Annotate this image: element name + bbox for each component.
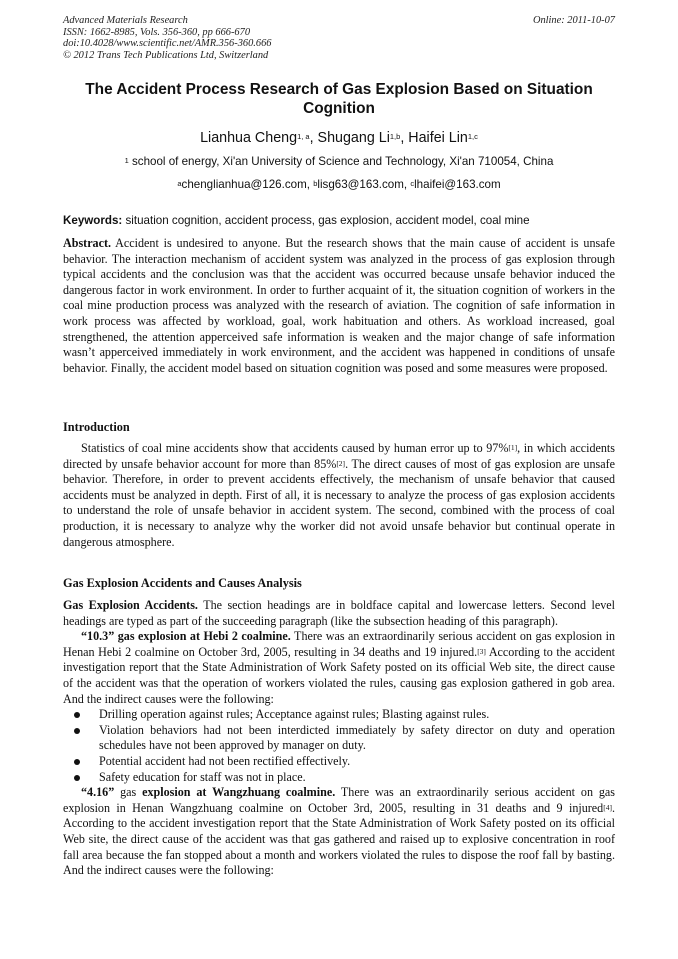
- author-sup: 1,c: [467, 132, 478, 141]
- list-item: [63, 723, 615, 754]
- email-sup: b: [313, 179, 318, 188]
- intro-text: Statistics of coal mine accidents show that accidents caused by human error up to 97%: [81, 441, 509, 455]
- bullet-icon: [74, 712, 80, 718]
- author-sup: 1, a: [297, 132, 310, 141]
- journal-name: Advanced Materials Research: [63, 15, 188, 26]
- list-item-text: Safety education for staff was not in place.: [99, 769, 306, 784]
- keywords-text: situation cognition, accident process, gas explosion, accident model, coal mine: [122, 214, 530, 227]
- introduction-heading: Introduction: [63, 420, 130, 434]
- list-item: [63, 754, 615, 770]
- list-item: [63, 707, 615, 723]
- affiliation-text: school of energy, Xi'an University of Science and Technology, Xi'an 710054, China: [128, 155, 554, 168]
- copyright-line: © 2012 Trans Tech Publications Ltd, Switzerland: [63, 49, 269, 61]
- list-item-text: Violation behaviors had not been interdicted immediately by safety director on duty and operation schedules have not been approved by manager on duty.: [99, 722, 615, 753]
- intro-text: , in which accidents directed by unsafe behavior account for more than 85%: [63, 441, 615, 471]
- subsection-text: The section headings are in boldface capital and lowercase letters. Second level headings are typed as part of the succeeding paragraph (like the subsection heading of this paragraph).: [63, 598, 615, 628]
- section-heading: Gas Explosion Accidents and Causes Analysis: [63, 576, 302, 590]
- case-quote: “4.16”: [81, 785, 115, 800]
- citation: [1]: [508, 443, 518, 452]
- author-line: [63, 129, 615, 147]
- keywords-line: [63, 214, 615, 228]
- doi-line: doi:10.4028/www.scientific.net/AMR.356-360.666: [63, 38, 272, 50]
- online-date: Online: 2011-10-07: [532, 15, 615, 26]
- list-item: [63, 770, 615, 786]
- list-item-text: Drilling operation against rules; Acceptance against rules; Blasting against rules.: [99, 707, 490, 722]
- citation: [3]: [477, 646, 486, 656]
- author-name: Lianhua Cheng: [200, 130, 298, 146]
- keywords-label: Keywords:: [63, 214, 123, 227]
- author-name: Haifei Lin: [408, 130, 468, 146]
- case-label: “10.3” gas explosion at Hebi 2 coalmine.: [81, 629, 291, 644]
- abstract-label: Abstract.: [63, 236, 112, 250]
- email-address: chenglianhua@126.com,: [181, 178, 314, 191]
- citation: [4]: [603, 802, 612, 812]
- case-text: gas: [114, 785, 143, 800]
- author-sep: ,: [400, 130, 409, 146]
- author-sep: ,: [309, 130, 318, 146]
- introduction-paragraph: [63, 441, 615, 550]
- case-text: There was an extraordinarily serious accident on gas explosion in Henan Hebi 2 coalmine on October 3rd, 2005, resulting in 34 deaths and 19 injured.: [63, 629, 615, 659]
- case-text: According to the accident investigation report that the State Administration of Work Safety posted on its official Web site, the direct cause of the accident was that the operation of workers violated the rules, causing gas explosion gathered in gob area. And the indirect causes were the following:: [63, 644, 616, 706]
- paper-title: The Accident Process Research of Gas Explosion Based on Situation Cognition: [85, 81, 593, 117]
- cause-list: [63, 707, 615, 785]
- bullet-icon: [74, 728, 80, 734]
- bullet-icon: [74, 759, 80, 765]
- case-label: explosion at Wangzhuang coalmine.: [142, 785, 336, 800]
- journal-header: [63, 15, 615, 61]
- email-sup: c: [410, 179, 415, 188]
- case-text: . According to the accident investigation report that the State Administration of Work Safety posted on its official Web site, the direct cause of the accident was that gas gathered and raised up to explosive concentration in roof fall area because the fan stopped about a month and workers violated the rules to dispose the roof fall by basting. And the indirect causes were the following:: [63, 800, 615, 878]
- case-text: There was an extraordinarily serious accident on gas explosion in Henan Wangzhuang coalmine on October 3rd, 2005, resulting in 31 deaths and 9 injured: [63, 785, 615, 815]
- issn-line: ISSN: 1662-8985, Vols. 356-360, pp 666-670: [63, 26, 251, 38]
- intro-text: . The direct causes of most of gas explosion are unsafe behavior. Therefore, in order to prevent accidents effectively, the mechanism of unsafe behavior that caused accidents must be analyzed in depth. First of all, it is necessary to analyze the process of gas explosion accidents to understand the role of unsafe behavior in accident system. The second, combined with the process of coal production, it is necessary to analyze why the worker did not avoid unsafe behavior but continual operate in dangerous atmosphere.: [63, 456, 615, 549]
- author-name: Shugang Li: [317, 130, 390, 146]
- section-body: [63, 598, 615, 879]
- abstract-text: Accident is undesired to anyone. But the research shows that the main cause of accident is unsafe behavior. The interaction mechanism of accident system was analyzed in the process of gas explosion through typical accidents and the conclusion was that the accident was occurred because unsafe behavior induced the dangerous factor in work environment. In order to further acquaint of it, the situation cognition of workers in the coal mine production process was analyzed with the research of aviation. The cognition of safe information in work process was affected by workload, goal, work habituation and others. As workload increased, goal strengthened, the attention apperceived safe information is weaken and the major change of safe information wasn’t apperceived immediately in work environment, and the accident was happened in conditions of unsafe behavior. Finally, the accident model based on situation cognition was posed and some measures were proposed.: [63, 236, 615, 375]
- subsection-label: Gas Explosion Accidents.: [63, 598, 198, 612]
- affiliation-line: [63, 155, 615, 169]
- email-line: [63, 178, 615, 192]
- email-address: lisg63@163.com,: [317, 178, 411, 191]
- bullet-icon: [74, 775, 80, 781]
- citation: [2]: [336, 458, 346, 468]
- email-sup: a: [177, 179, 182, 188]
- email-address: lhaifei@163.com: [414, 178, 501, 191]
- affiliation-sup: 1: [124, 156, 129, 165]
- author-sup: 1,b: [389, 132, 401, 141]
- abstract-paragraph: [63, 236, 615, 376]
- list-item-text: Potential accident had not been rectified effectively.: [99, 753, 351, 768]
